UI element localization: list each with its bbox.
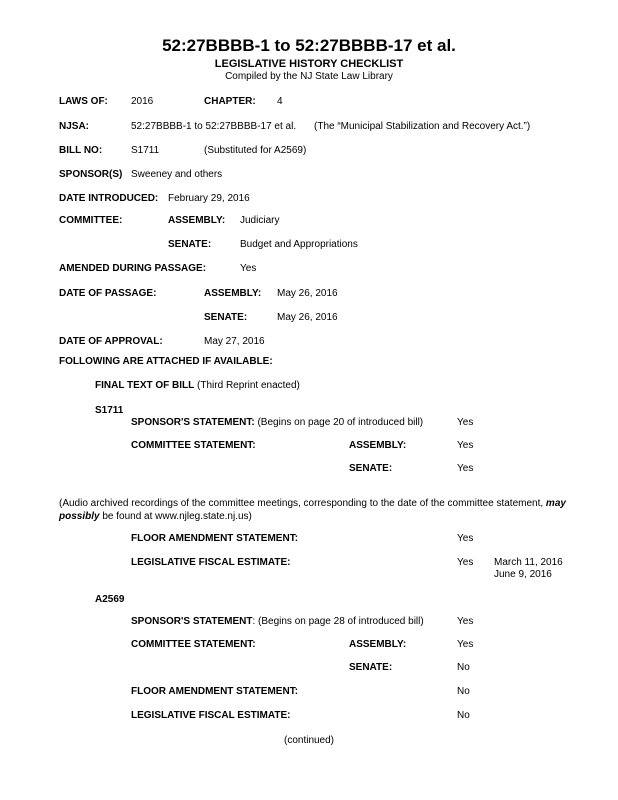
s1711-sponsor-statement-row xyxy=(131,417,423,429)
a2569-sponsor-statement-row xyxy=(131,616,424,628)
date-introduced-value: February 29, 2016 xyxy=(168,193,250,204)
compiled-by: Compiled by the NJ State Law Library xyxy=(225,71,393,82)
amended-value: Yes xyxy=(240,263,257,274)
chapter-label: CHAPTER: xyxy=(204,96,256,107)
a2569-sponsor-statement-label: SPONSOR'S STATEMENT xyxy=(131,616,253,627)
amended-label: AMENDED DURING PASSAGE: xyxy=(59,263,207,274)
a2569-heading: A2569 xyxy=(95,594,125,605)
s1711-committee-statement-label: COMMITTEE STATEMENT: xyxy=(131,440,256,451)
committee-assembly-value: Judiciary xyxy=(240,215,280,226)
s1711-sponsor-statement-note: (Begins on page 20 of introduced bill) xyxy=(257,417,424,428)
committee-senate-label: SENATE: xyxy=(168,239,212,250)
a2569-sponsor-statement-value: Yes xyxy=(457,616,474,627)
passage-senate-label: SENATE: xyxy=(204,312,248,323)
date-of-approval-value: May 27, 2016 xyxy=(204,336,265,347)
date-of-passage-label: DATE OF PASSAGE: xyxy=(59,288,157,299)
final-text-label: FINAL TEXT OF BILL xyxy=(95,380,195,391)
a2569-committee-assembly-value: Yes xyxy=(457,639,474,650)
s1711-committee-assembly-value: Yes xyxy=(457,440,474,451)
s1711-committee-senate-value: Yes xyxy=(457,463,474,474)
audio-note-text-end: be found at www.njleg.state.nj.us) xyxy=(99,511,252,522)
a2569-fiscal-value: No xyxy=(457,710,470,721)
s1711-sponsor-statement-label: SPONSOR'S STATEMENT: xyxy=(131,417,255,428)
s1711-fiscal-date-1: March 11, 2016 xyxy=(494,557,563,568)
passage-assembly-value: May 26, 2016 xyxy=(277,288,338,299)
page-title: 52:27BBBB-1 to 52:27BBBB-17 et al. xyxy=(162,36,456,55)
bill-no-label: BILL NO: xyxy=(59,145,103,156)
s1711-fiscal-value: Yes xyxy=(457,557,474,568)
sponsors-label: SPONSOR(S) xyxy=(59,169,123,180)
a2569-sponsor-statement-note: : (Begins on page 28 of introduced bill) xyxy=(252,616,424,627)
page-subtitle: LEGISLATIVE HISTORY CHECKLIST xyxy=(214,58,404,70)
passage-assembly-label: ASSEMBLY: xyxy=(204,288,262,299)
a2569-committee-assembly-label: ASSEMBLY: xyxy=(349,639,407,650)
s1711-heading: S1711 xyxy=(95,405,124,416)
njsa-value: 52:27BBBB-1 to 52:27BBBB-17 et al. xyxy=(131,121,297,132)
bill-no-note: (Substituted for A2569) xyxy=(204,145,307,156)
committee-assembly-label: ASSEMBLY: xyxy=(168,215,226,226)
audio-note-text: (Audio archived recordings of the committee meetings, corresponding to the date of the committee statement, xyxy=(59,498,546,509)
date-of-approval-label: DATE OF APPROVAL: xyxy=(59,336,163,347)
s1711-fiscal-date-2: June 9, 2016 xyxy=(494,569,552,580)
s1711-committee-senate-label: SENATE: xyxy=(349,463,393,474)
s1711-committee-assembly-label: ASSEMBLY: xyxy=(349,440,407,451)
a2569-committee-statement-label: COMMITTEE STATEMENT: xyxy=(131,639,256,650)
a2569-floor-value: No xyxy=(457,686,470,697)
committee-label: COMMITTEE: xyxy=(59,215,123,226)
audio-note-emphasis: may possibly xyxy=(59,498,566,522)
a2569-committee-senate-value: No xyxy=(457,662,470,673)
s1711-fiscal-label: LEGISLATIVE FISCAL ESTIMATE: xyxy=(131,557,291,568)
bill-no-value: S1711 xyxy=(131,145,160,156)
s1711-sponsor-statement-value: Yes xyxy=(457,417,474,428)
attachments-heading: FOLLOWING ARE ATTACHED IF AVAILABLE: xyxy=(59,356,273,367)
continued-footer: (continued) xyxy=(283,735,335,746)
a2569-floor-label: FLOOR AMENDMENT STATEMENT: xyxy=(131,686,299,697)
laws-of-value: 2016 xyxy=(131,96,154,107)
final-text-note: (Third Reprint enacted) xyxy=(197,380,300,391)
audio-archive-note xyxy=(59,497,579,523)
passage-senate-value: May 26, 2016 xyxy=(277,312,338,323)
chapter-value: 4 xyxy=(277,96,283,107)
a2569-committee-senate-label: SENATE: xyxy=(349,662,393,673)
date-introduced-label: DATE INTRODUCED: xyxy=(59,193,159,204)
njsa-label: NJSA: xyxy=(59,121,90,132)
s1711-floor-label: FLOOR AMENDMENT STATEMENT: xyxy=(131,533,299,544)
final-text-row xyxy=(95,380,300,392)
a2569-fiscal-label: LEGISLATIVE FISCAL ESTIMATE: xyxy=(131,710,291,721)
s1711-floor-value: Yes xyxy=(457,533,474,544)
njsa-note: (The “Municipal Stabilization and Recovery Act.”) xyxy=(314,121,531,132)
laws-of-label: LAWS OF: xyxy=(59,96,108,107)
committee-senate-value: Budget and Appropriations xyxy=(240,239,358,250)
sponsors-value: Sweeney and others xyxy=(131,169,223,180)
